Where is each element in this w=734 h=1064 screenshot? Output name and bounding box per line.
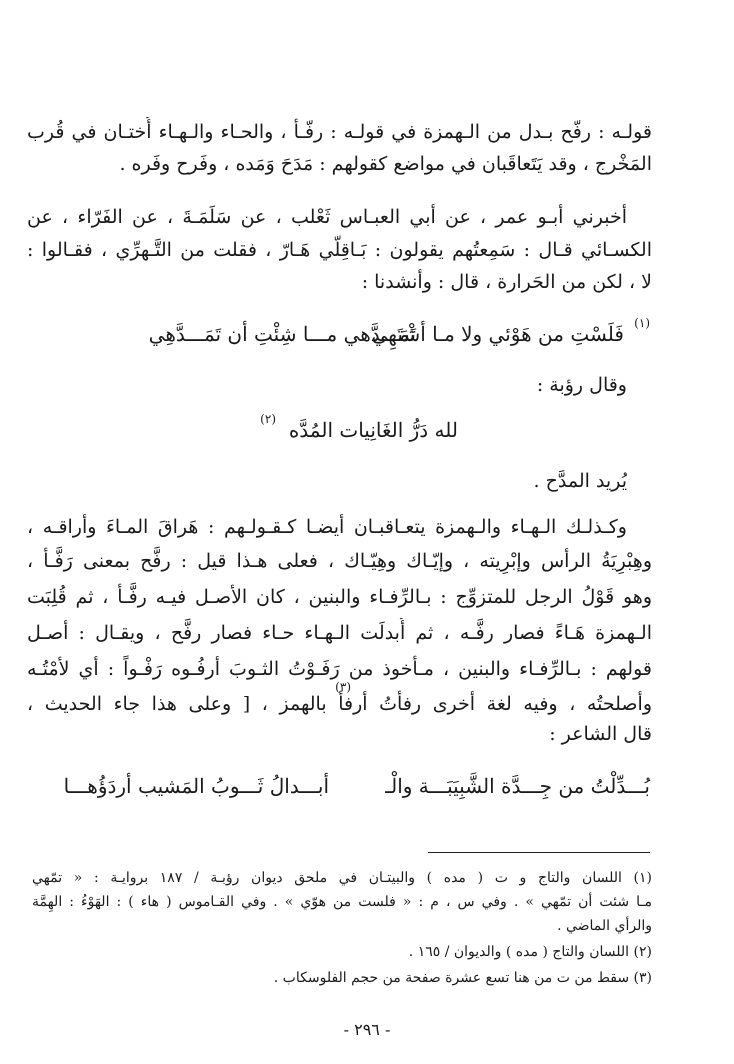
page-number: - ٢٩٦ - [343, 1020, 391, 1039]
verse-hemistich: لله دَرُّ الغَانِيات المُدَّه [288, 418, 458, 442]
body-line: قال الشاعر : [549, 723, 652, 745]
body-line: الكسـائي قـال : سَمِعتُهم يقولون : بَـاقِلّي هَـارّ ، فقلت من التَّـهرِّي ، فقـالوا : [27, 239, 652, 261]
verse-hemistich-right: تَمَـــدَّهي مـــا شِئْتِ أن تَمَـــدَّهِي [148, 322, 416, 346]
footnote-line: (٣) سقط من ت من هنا تسع عشرة صفحة من حجم الفلوسكاب . [273, 970, 652, 986]
body-line: لا ، لكن من الحَرارة ، قال : وأنشدنا : [361, 271, 652, 293]
body-line: وقال رؤبة : [536, 374, 627, 396]
footnote-line: والرأي الماضي . [557, 918, 652, 934]
verse-hemistich-right: بُـــدِّلْتُ من جِـــدَّة الشَّبِيَبَـــة والْـ [385, 774, 650, 798]
body-line: وهو قَوْلُ الرجل للمتزوِّج : بـالرِّفـاء والبنين ، كان الأصـل فيـه رفَّـأ ، ثم قُلِبَت [27, 586, 652, 608]
body-line: قولـه : رفّح بـدل من الـهمزة في قولـه : رفّـأ ، والحـاء والـهـاء أُختـان في قُرب [27, 121, 652, 143]
body-line: وهِبْرِيَةُ الرأس وإبْرِيته ، وإيّـاك وهِيّـاك ، فعلى هـذا قيل : رفَّح بمعنى رَفَّـأ ، [27, 550, 652, 572]
body-line: الـهمزة هَـاءً فصار رفَّـه ، ثم أُبدلَت الـهـاء حـاء فصار رفَّح ، ويقـال : أصـل [27, 622, 652, 644]
body-line: وكـذلـك الـهـاء والـهمزة يتعـاقبـان أيضـا كـقـولـهم : هَراقَ المـاءَ وأراقـه ، [27, 516, 627, 538]
body-line: قولهم : بـالرِّفـاء والبنين ، مـأخوذ من رَفَـوْتُ الثـوبَ أرفُـوه رَفْـواً : أي لأمْتُـه [27, 658, 652, 680]
body-line: وأصلحتُه ، وفيه لغة أخرى رفأتُ أرفأ بالهمز ، [ وعلى هذا جاء الحديث ، [27, 693, 652, 715]
body-line: المَخْرج ، وقد يَتَعاقَبان في مواضع كقولهم : مَدَحَ وَمَده ، وفَرح وفَره . [119, 153, 652, 175]
footnote-ref: (٣) [335, 680, 351, 694]
footnote-line: مـا شئت أن تمّهي » . وفي س ، م : « فلست من هوّي » . وفي القـاموس ( هاء ) : الهَوْءُ : الهِمَّة [32, 894, 652, 910]
footnote-divider [428, 852, 650, 853]
verse-hemistich-left: فَلَسْتِ من هَوْئي ولا مـا أشْتَهِي [371, 322, 624, 346]
footnote-line: (١) اللسان والتاج و ت ( مده ) والبيتـان في ملحق ديوان رؤبـة / ١٨٧ بروايـة : « تمّهي [32, 870, 652, 886]
body-line: يُريد المدَّح . [533, 470, 627, 492]
verse-hemistich-left: أبـــدالُ ثَـــوبُ المَشيب أردَؤُهـــا [63, 774, 329, 798]
footnote-ref: (١) [634, 316, 650, 330]
footnote-ref: (٢) [260, 412, 276, 426]
body-line: أخبرني أبـو عمر ، عن أبي العبـاس ثَعْلب ، عن سَلَمَـةَ ، عن الفَرّاء ، عن [27, 206, 627, 228]
footnote-line: (٢) اللسان والتاج ( مده ) والديوان / ١٦٥ . [408, 944, 652, 960]
